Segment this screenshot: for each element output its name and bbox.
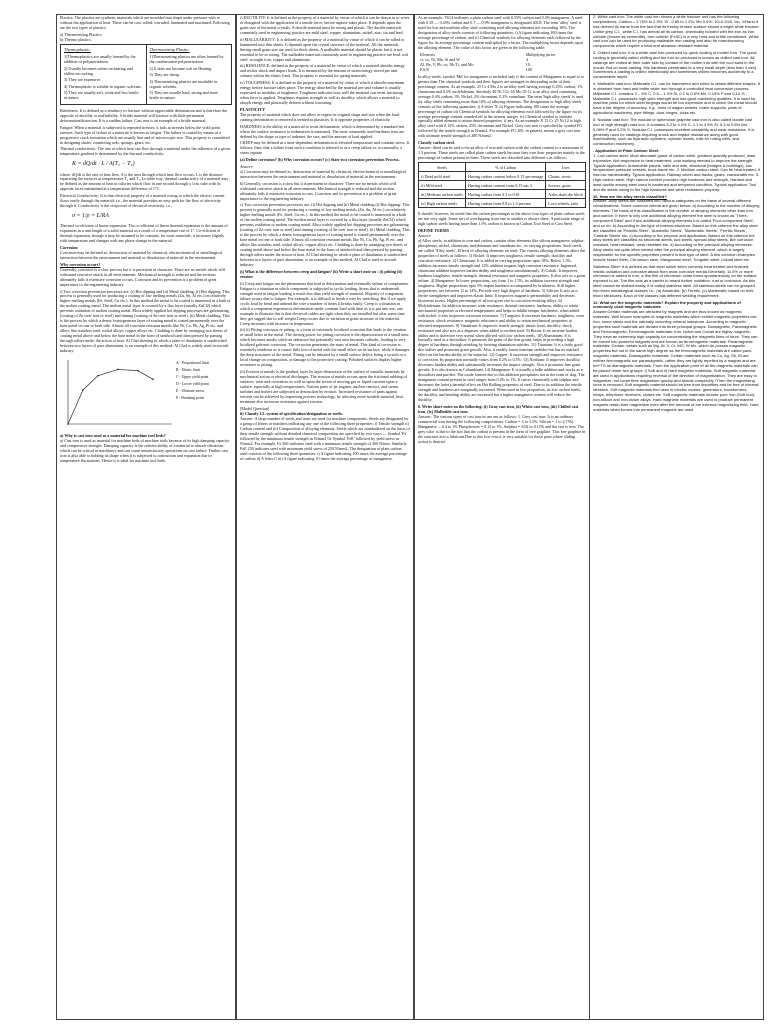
table-cell: Having carbon from 0.8 to 1.5 percent [465,199,545,208]
table-cell: cr, co, Ni, Mn, Si and W [420,56,461,62]
steel-spec-question: ii) Classify I.S. system of specification/designation or steels. [240,410,343,416]
table-cell: Having carbon from 0.3 to 0.81 [465,190,545,199]
table-header: Uses [546,163,586,172]
table-header: Steels [419,163,466,172]
plasticity-paragraph: The property of material which does not allow to regain its original shape and size when the load causing deformation is removed is termed as plasticity. It is opposite properties of elasticity. [240,111,399,122]
curve-point [117,369,119,371]
formula-explanation: where, dQ/dt is the rate of heat flow. A is the area through which heat flow occurs. L is the distance separating the surfaces at temperatures T₁ and T₂. In other way, thermal conductivity of a material may be defined as the amount of heat in calories which flow in one second through a 1cm cube with its opposite faces maintained at a temperature difference of 1°C. [60,171,229,192]
creep-fatigue-question: (i) What is the difference between creep and fatigue? (ii) Write a short note on : (i) pitting (ii) erosion [240,269,402,280]
model-question-label: [Model Question] [240,405,270,411]
column-4 [590,14,764,1020]
legend-entry: F - Breaking point [176,396,204,401]
table-cell: 4 [525,56,528,62]
thermosetting-point: 1)Thermosetting plastics are often formed by the condensation polymerization. [149,54,224,65]
alloy-steel-paragraph: a) Alloy steels, in addition to iron and carbon, contain other elements like silicon manganese, sulphur, phosphorus, nickel, chromium, molybdenum and vanadium etc., in varying proportions. Such steels are called 'Alloy steels'. Effects of alloying elements on steel: The various alloying elements affect the properties of steels as follows: 1) Nickel: It improves toughness, tensile strength, ductility and corrosion resistance. 2) Chromium: It is added in varying proportions upto 18%. Below 1.5%, addition increases tensile strength and 12% addition imparts high corrosion resistance. Ingeneral, chromium addition improves harden ability and toughness simultaneously. 3) Cobalt: It improves hardness toughness, tensile strength, thermal resistance and magnetic properties. It also acts as a grain refiner. 4) Manganese: In lower proportions, say from 1 to 1.5%, its addition increase strength and toughness. Higher proportions upto 5% impart hardness accompanied by brittleness. Still higher proportions, say between 11 to 14%, Provide very high degree of hardness. 5) Silicon: It acts as α ferrite strengthener and improves elastic limit. It improves magnetic permeability and decreases hysteresis losses. Higher percentage of silicon gives rise to corrosion resisting alloys. 6) Molybdenum: Its addition increases wear resistance, thermal resistance, hardness, ability to retain mechanical properties at elevated temperatures and helps to inhibit temper brittleness, when added with nickel, it also improves corrosion resistance. 7) Tungsten: It increases hardness, toughness, wear resistance, shock resistance, magnetic reluctance and ability to retain mechanical properties at elevated temperatures. 8) Vanadium: It improves tensile strength, elastic limit, ductility, shock resistance and also acts as a degasser when added to molten steel. 9) Boron: It an increase harden ability and is therefore very useful when alloyed with low carbon steels. 10) Aluminium: It is basically used as a deoxidiser. It promotes the grain of the fine grains, helps in providing a high degree of hardness through nitriding by forming aluminium nitrides. 11) Titanium: It is a fairly good deo xidiser and promotes grain growth. Also, it readily forms titanium carbides but has no marked effect on the harden ability of the material. 12) Copper: It increases strength and improves resistance to corrosion. Its proportion normally varies from 0.2% to 0.5%. 13) Niobium: It improves ductility, decreases harden ability and substantially increases the impact strength. Also it promotes fine grain growth. It is also known as Columbium. 14) Manganese: It is usually a ladle addition and works as a deoxidiser and purifier. The oxide formed due to this addition precipitates not in the form of slag. The manganese content present in steel ranges from 0.2% to 1%. It reacts chemically with sulphur and decreases the latter's harmful effect on Hot Rolling properties of steel. Due to its addition the tensile strength and hardness are marginally increased. When used in low proportion, its low carbon steels, the ductility and bending ability are increased but a higher manganese content will reduce the ductility. [418,237,586,403]
plasticity-heading: PLASTICITY [240,106,266,112]
conductivity-formula: σ = 1/ρ = L/RA [72,212,109,219]
ductility-paragraph: i) DUCTILITY: It is defined as the property of a material by virtue of which it can be drawn in to wires or elongated with the application of a tensile force, before rupture takes place. It depends upon the grain size of the metal crystals. A ductile material must be strong and plastic. The ductile materials commonly used in engineering practice are mild steel, copper, aluminium, nickel, zinc, tin and lead. [240,15,410,35]
answer-label: Answer: [240,163,254,169]
electrical-conductivity-paragraph: Electrical Conductivity: It is that electrical property of a material owing to which the electric current flows easily through the material. i.e., the material provides an easy path for the flow of electricity through it. Conductivity is the reciprocal of electrical resistivity, i.e., [60,193,225,209]
curve-point [67,423,69,425]
answer-label: Answer: [418,232,432,238]
hardness-paragraph: HARDNESS is the ability of a material to resist deformation, which is determined by a standard test where the surface resistance to indentation is measured. The most commonly used hardness tests are defined by the shape or type of indenter, the size, and the amount of load applied. [240,123,405,139]
plain-carbon-heading: . Application of Plain Carbon Steel: [593,147,660,153]
corrosion-question: (a) Define corrosion? (b) Why corrosion occurs? (c) State two corrosion prevention Process. [240,157,400,163]
malleability-paragraph: ii) MALLEABILITY: It is defined as the property of a material by virtue of which it can be rolled or hammered into thin sheets. It depends upon the crystal structure of the material. All the materials having small grain size are used for thick sheets. A malleable material should be plastic but it is not essential to be so strong. The malleable materials commonly used in engineering practice are lead, soft steel, wrought iron, copper and aluminium. [240,36,409,62]
classify-answer: Answer: Steel can be said to be an alloy of iron and carbon with the carbon content to a maximum of 1.5 percent. These steels are called plain carbon steels because they owe their properties mainly to the percentage of carbon present in them. These steels are classified into different s as follows: [418,145,585,161]
malleable-cast-iron-paragraph: 4. Malleable cast iron: Malleable C.I. can be hammered and rolled to obtain different shapes. It is obtained from hard and brittle white iron through a controlled heat conversion process. Malleable C.I. contains 2 – 3% C, 0.6 – 1.3% Si, 0.2 to 0.6% Mn, 0.15% P and 0.10 % Malleable C.I. possesses high yield strength and has good machining qualities. It is used for machine parts for which steel forgings would be too expensive and in which the metal should have a fair degree of accuracy, e.g., hubs of wagon wheels, brake supports, parts of agricultural machinery, pipe fittings, door hinges, locks etc. [593,80,760,116]
table-cell: Having carbon content from 0.15 nas 3 [465,181,545,190]
mult-header-factor: Multiplying factor [525,51,556,57]
table-cell: Loco wheels, rails [546,199,586,208]
plastics-comparison-box [60,44,232,105]
thermoplastic-point: 2) Usually becomes soften on heating and stiffen on cooling. [64,65,133,76]
table-cell: Having carbon content below 0.15 percentage [465,172,545,181]
table-cell: Axles,shaft,die block [546,190,586,199]
steel-designation-paragraph: As an example, 55C4 indicates a plain carbon steel with 0.55% carbon and 0.4% manganese. A steel with 0.35 — 0.45% carbon and 0.7 — 0.9% manganese is designated 40C8. The term 'alloy' steel is used for low and medium alloy steel containing total alloying elements not exceeding 10%. The designation of alloy steels consists of following quantities: i) A figure indicating 100 times the average percentage of carbon, and ii) Chemical symbols for alloying elements each followed by the figure for its average percentage content multiplied by a factor. The multiplying factor depends upon the alloying element. The value of this factor are given in the following table: [418,15,583,50]
steel-spec-answer: Answer: A large number of steels and irons are used for machine components. Steels are designated by a group of letters or numbers indicating any one of the following three properties: i) Tensile strength ii) Carbon content and iii) Composition of alloying elements. Steels which are standardized on the basis of their tensile strength without detailed chemical composition are specified by two ways — Symbol 'Fe' followed by the minimum tensile strength in N/mm2 Or Symbol 'FeE' followed by yield stress in N/mm2. For example, Fe 360 indicates steel with a minimum tensile strength of 360 N/mm. Similarly FeE 250 indicates steel with minimum yield stress of 250 N/mm2. The designation of plain carbon steel consists of the following three quantities: i) A figure indicating 100 times the average percentage of carbon ii) A letter C iii) A figure indicating 10 times the average percentage of manganese. [240,415,410,461]
corrosion-paragraph: Corrosion may be defined as, destruction of material by chemical, electrochemical or metallurgical interaction between the environment and material or dissolution of material in the environment. [60,250,223,260]
table-row [419,172,586,181]
plastics-type-a: a) Thermosetting Plastics [60,31,102,37]
curve-point [137,370,139,372]
resilience-paragraph: iii) RESILIENCE: defined as the property of a material by virtue of which a material absorbs energy and resists shock and impact loads. It is measured by the amount of strain energy stored per unit volume within the elastic limit. This property is essential for spring materials. [240,63,405,79]
legend-entry: D - Lower yield point [176,382,210,387]
thermoplastic-point: 4) Thermoplastic is soluble in organic solvents. [64,83,142,89]
thermosetting-point: 4) Thermosetting plastics are insoluble in organic solvents. [149,78,218,89]
pitting-paragraph: (ii) (i) Pitting corrosion or pitting, is a form of extremely localized corrosion that leads to the creation of small holes in the metal. The driving power for pitting corrosion is the depassivation of a small area, which becomes anodic while an unknown but potentially vast area becomes cathodic, leading to very localized galvanic corrosion. The corrosion penetrates the mass of metal. This kind of corrosion is extremely insidious as it causes little loss of metal with the small effect on its surface, while it damages the deep structures of the metal. Pitting can be initiated by a small surface defect, being a scratch or a local change on composition, or damage to the protective coating. Polished surfaces display higher resistance to pitting. [240,327,410,368]
table-row [419,190,586,199]
white-cast-iron-paragraph: 2. White cast iron: The white cast iron shows a white fracture and has the following compositions: Carbon – 1.75% to 2.3%; Si - 0.85 to 1.2%; Mn 0.4%; 10<0.20/0, ion, 1/Hand it has derived its name from the fact that its freshly broken surface shows a bright white fracture. Unlike grey C.I., white C.I. has almost all its carbon, chemically bonded with the iron as iron carbide (known as cementite). Iron carbide (Fe3C) is a very hard and brittle constituent. White cast iron can be used for producing malleable iron casting and also for manufacturing components which require a hard and abrasion resistant material. [593,14,760,49]
magnetic-answer: Answer:Certain materials are attracted by magnets and are thus known as magnetic materials. Well known examples of magnetic materials which exhibit magnetic properties are: iron, some steels and the naturally occurring mineral lodestone. According to magnetic properties such materials are divided into three principal groups: Diamagnetic, Paramagnetic and Ferromagnetic. Ferromagnetic materials: Iron, nickel and Cobalt are highly magnetic. They have an extremely high capacity for concentrating the magnetic lines of force. They can be turned into powerful magnets and are known as ferromagnetic materials. Paramagnetic materials: Certain metals such as Mg, Al, V, Cr, MO, W etc. which do posses magnetic properties but not in the same high degree as the ferromagnetic materials are called para-magnetic materials. Diamagnetic materials: Certain materials such as Cu, Ag, Sb, Bi are neither ferromagnetic nor paramagnetic, rather they are lightly repelled by a magnet and are hm^TS as diamagnetic materials. From the application point of all the magnetic materials can be placed under two groups: i) Soft and ii) Hard magnetic materials. Soft magnetic materials are used in applications requiring reversal of the direction of magnetization. They are easy to magnetize, but loose their magnetism quickly and almost completely *Then the magnetizing force is removed. Soft magnetic material should be free from impurities and be free of internal stresses. Soft magnetic materials find uses in electric motors, generators, transformers, relays, telephone receivers, radars etc. Soft magnetic materials include pure iron (Soft iron), iron-silicon and iron-nickel alloys. Hard magnetic materials are used to produce permanent magnets retain their magnetism even after the removal of the external magnetizing field. Hard materials when turned into permanent magnets are used [593,309,759,412]
legend-entry: A - Proportional limit [176,361,209,366]
thermosetting-point: 2) It does not become soft on Heating. [149,65,213,71]
table-cell: 10 [525,61,530,67]
plain-carbon-paragraph: 1. Low carbon steel: Most abundant grade of carbon steel, greatest quantity produced, least expensive. Not responsive to heat treatment; cold working needed to improve the strength. Typical application: Automobile panels, nails and wire, structural (bridges & buildings), low temperature pressure vessels, truck frame etc. 2. Medium carbon steel: Can be heat treated, it has low hardenability. Typical application: Railway wheel and tracks, gears, crankshafts etc. 3. High carbon steel: High carbon content provides high hardness and strength. Hardest and least ductile among steel used in hardened and tempered condition. Typical application: Tool and die steels owing to the high hardness and wear resistance property. [593,152,760,192]
table-row [419,199,586,208]
why-corrosion-heading: Why corrosion occurs? [60,261,101,267]
thermal-expansion-paragraph: Thermal co-efficient of linear expansion: The co-efficient of linear thermal expansion is the amount of expansion in a unit length of a solid material as a result of a temperature rise of 1°. Co-efficient of thermal expansion, though it may be assumed to be constant, for most materials, it increases slightly with temperature and changes with any phase change in the material. [60,223,228,244]
multiplying-factor-table [418,52,586,72]
cast-iron-notes-question: 6. Write short notes on the following: (i) Gray cast iron, (ii) White cast iron, (iii) Chilled cast iron, (iv) Malleable cast iron. [418,404,579,415]
table-cell: P,S,N [420,66,430,72]
corrosion-methods-paragraph: i) Two corrosion prevention processes are: (i) Hot dipping and (ii) Metal cladding. (i) Hot dipping: This process is generally used for producing a coating of low melting metals (Zn, Sn, Al etc.) on relatively higher melting metals (Fe, Steel, Cu etc.). In this method the metal to be coated is immersed in a bath of the molten coating metal. The molten metal layer is covered by a flux layer (usually ZnCl2) which prevents oxidation of molten coating metal. Most widely applied hot dipping processes are galvanizing (coating of Zn over iron or steel) and tinning (coating of Sn over iron or steel). (ii) Metal cladding: This is the process by which a dense, homogeneous layer of coating metal is coated permanently over the base metal on one or both side. Almost all corrosion resistant metals like Ni, Cu, Pb, Ag, Pt etc. and alloys like stainless steel, nickel alloys, copper alloys etc. Cladding is done by arranging two sheets of coating metal above and below the base metal in the form of sandwich and then pressed by passing through rollers under the action of heat. Al Clad sheeting in which a plate of duralumin is sandwiched between two layers of pure aluminium, is an example of this method. Al Clad is widely used in aircraft industry. [60,288,231,354]
thermoplastic-column [61,45,146,104]
chart-legend [176,361,210,400]
erosion-paragraph: (ii) Erosion of metals is the gradual, layer by layer destruction of the surface of metallic materials by mechanical action or electrical discharges. The erosion of metals occurs upon the frictional rubbing of surfaces, wear and cavitation, as well as upon the action of moving gas or liquid currents upon a surface, especially at high temperatures. Various parts of jet engines, nuclear reactors, and steam turbines and boilers are subjected to destruction by erosion. Increased resistance of parts against erosion can be achieved by improving process technology, by selecting more suitable material, heat treatment also increases resistance against erosion. [240,369,408,405]
corrosion-heading: Corrosion [60,245,78,251]
alloy-steel-designation: In alloy steels, symbol 'Mn' for manganese is included only if the content of Manganese is equal to or greater than The chemical symbols and their figures are arranged in descending order of their percentage content. As an example, 25 Cr 4 Mo 2 is an alloy steel having average 0.25% carbon, 1% chromium and 0.2% molybdenum. Similarly 40 Ni 3 Cr 65 Mo 55 Cr is an alloy steel containing average 0.4% carbon, 3% Nickel, 2% chromium, 0.2% vanadium. The term 'high alloy steels' is used for alloy steels containing more than 10% of alloying elements. The designation or high alloy steels consists of the following quantities: i) A letter 'X' ii) Figure indicating 100 times the average percentage of carbon iii) Chemical symbols for alloying elements each followed by the figure for its average percentage content rounded off to the nearest integer. iv) Chemical symbol to indicate specially added element to attain desired properties, if any. As an example X 15 Cr 25 Ni 12 is high alloy steel with 0.15% carbon, 25% chromium and Nickel. Grey cast iron is specified by symbol FG followed by the tensile strength in N/mm2. For example FG 200, in general, means a grey cast iron with ultimate tensile strength of 200 N/mm2. [418,73,585,139]
column-1 [56,14,236,1020]
carbon-steel-table [418,162,586,208]
table-note: It should, however, be noted that the carbon percentages in the above four types of plain carbon steels are not very rigid. Some sort of overlapping from one to another is always there. A particular range of high carbon steels having more than 1.0% carbon is known as Carbon Tool Steel or Cast Steel. [418,211,585,227]
thermoplastic-title: Thermoplastic: [64,46,91,52]
chilled-cast-iron-paragraph: 3. Chilled cast iron: It is a white cast iron produced by quick cooling of molten iron. The quick cooling is generally called chilling and the iron so produced is known as chilled cast iron. All castings are chilled at their outer skin by contact of the molten iron with the cool sand in the mould. But on most casting, this hardness penetrates to a very small depth (less than 4 mm). Sometimes a casting is chilled intentionally and sometimes chilled becomes accidently to a considerable depth. [593,49,758,80]
plastics-intro: Plastics: The plastics are synthetic materials which are moulded into shape under pressure with or without the application of heat. These can be cast, rolled, extruded, laminated and machined. Following are the two types of plastics: [60,15,230,30]
table-cell: iii) Medium carbon steels [419,190,466,199]
table-header-row [419,163,586,172]
legend-entry: C - Upper yield point [176,375,209,380]
why-corrosion-paragraph: Generally, corrosion is a slow process but it is persistent in character. There are no metals which will withstand corrosive attack in all environments. Mechanical strength is reduced and the sections ultimately fails if extensive corrosion occurs. Corrosion and its prevention is a problem of great importance to the engineering industry. [60,266,225,287]
table-row [418,67,586,72]
thermosetting-point: 3) They are cheap. [149,72,180,78]
corrosion-answer-b: b) Generally, corrosion is a slow but it is persistent in character. There are no metals which will withstand corrosive attack in all environments. Mechanical strength is reduced and the section ultimately fails if extensive corrosion occurs. Corrosion and its prevention is a problem of great importance to the engineering industry. [240,180,397,201]
thermosetting-column [146,45,232,104]
legend-entry: B - Elastic limit [176,368,201,373]
table-cell: Al, Be, V, Pb, cu, Nb,Ti, and Mo [420,61,474,67]
toughness-paragraph: iv) TOUGHNESS: It is defined as the property of a material by virtue of which it absorbs maximum energy before fracture takes place. The energy absorbed by the material per unit volume is usually expressed as modulus of toughness. Toughness indicates how well the material can resist fracturing when force is applied. Toughness requires strength as well as ductility, which allows a material to absorb energy and plastically deform without fracturing. [240,80,405,106]
nodular-cast-iron-paragraph: 5. Nodular cast iron: The nodular or spheroidal graphite cast iron is also called ductile cast iron or high strength cast iron. It contains 3.2 to 4.2% C, 1.1 to 3.5% Si, 0.3 to 0.8% Mn, 0.08% P and 0.2% S. Nodular C.I. possesses excellent castability and wear resistance. It is generally used for castings requiring shock and impact resistance along with good machinability, such as hydraulic cylinders, cylinder heads, rolls for rolling mills, and construction machinery. [593,116,755,147]
table-row [419,181,586,190]
alloy-class-question: 10. How are the alloy steels classified? [593,193,667,199]
column-2 [236,14,414,1020]
column-3 [414,14,590,1020]
table-cell: i) Dead mild steel [419,172,466,181]
thermal-conductivity-formula: K = dQ/dt · L / A(T₂ − T₁) [72,161,135,168]
thermoplastic-point: 3) They are expensive. [64,77,102,83]
fatigue-paragraph: Fatigue: When a material is subjected to repeated stresses, it fails at stresses below the yield point stresses. Such type of failure of a material is known as fatigue. The failure is caused by means of a progressive crack formation which are usually fine and of microscopic size. This property is considered in designing shafts, connecting rods, springs, gears, etc. [60,124,230,145]
table-cell: iv) High carbon steels [419,199,466,208]
table-header: % of Carbon [465,163,545,172]
table-cell: 100 [525,66,532,72]
table-cell: ii) Mild steel [419,181,466,190]
chart-plot [67,369,154,425]
magnetic-question: 12. What are the magnetic materials? Explain the property and applications of commonly used magnetic materials [593,299,741,310]
define-terms-heading: DEFINE TERMS [418,227,449,233]
cast-iron-question: a) Why is cast iron used as a material for machine tool beds? [60,433,166,439]
stress-strain-curve [68,370,153,425]
thermosetting-title: Thermosetting Plastic: [149,46,190,52]
thermoplastic-point: 1)Thermoplastics are usually formed by the addition of polymerization. [64,54,136,65]
brittleness-paragraph: Brittleness: It is defined as a tendency to fracture without appreciable deformation and is therefore the opposite of ductility or malleability. A brittle material will fracture with little permanent deformation/distortion. It is a sudden failure. Cast iron is an example of a brittle material. [60,107,228,123]
legend-entry: E - Ultimate stress [176,389,205,394]
corrosion-answer-a: a) Corrosion may be denned as, destruction of material by chemical, electrochemical or metallurgical interaction between the environment and material or dissolution of material in the environment. [240,168,406,179]
curve-point [152,379,154,381]
stress-strain-chart [60,356,230,430]
corrosion-answer-c: c) Two corrosion prevention processes are: (i) Hot dipping and (ii) Metal cladding (i) Hot dipping: This process is generally used for producing a coating of low melting metals (Zn, Sn, Al etc.) on relatively higher melting metals (Fe, Steel, Cu etc.). In this method the metal to be coated is immersed in a bath of the molten coating metal. The molten metal layer is covered by a flux layer (usually ZnCl2) which prevents oxidation of molten coating metal. Most widely applied hot dipping processes are galvanizing (coating of Zn over iron or steel) and tinning (coating of Sn over iron or steel). (ii) Metal cladding: This is the process by which a dense, homogeneous layer of coating metal is coated permanently over the base metal on one or both side. Almost all corrosion resistant metals like Ni, Cu, Pb, Ag, Pt etc. and alloys like stainless steel, nickel alloys, copper alloys etc. Cladding is done by arranging two sheets of coating metal above and below the base metal in the form of sandwich and then pressed by passing through rollers under the action of heat. Al Clad sheeting in which a plate of duralumin is sandwiched between two layers of pure aluminium, is an example of this method. Al Clad is used in aircraft industry. [240,202,410,268]
alloy-class-answer: Answer: Alloy steels are classified into various categories on the basis of several different considerations. Some common criteria are given below: a) According to the number of alloying elements: The basis of this classification is the number of alloying elements other than iron and carbon. If there is only one additional alloying element the steel is known as 'Three-component Steel' and if two additional alloying elements it is called 'Four-component Steel', and so on. b) According to the type of internal structure: Based on this criterion the alloy steel are classified as 'Pearlitic Steel', 'Austenitic Steels', 'Martensitic Steels', 'Ferritic Steels', 'Carbide Steels' etc. c) According to the purpose and application: Based on this criterion the alloy steels are classified as structural steels, tool steels, special alloy steels, like corrosion resistant, heat resistant, wear resistant etc. d) According to the principal alloying elements: Alloy steels are quite often named after the principal alloying element, which is largely responsible for the specific properties present in that type of steel. A few common examples include Nickel Steel, Chromium steel, Manganese steel, Tungsten steel, Cobalt steel etc. [593,198,760,262]
thermal-conductivity-paragraph: Thermal conductivity: The rate at which heat can flow through a material under the influence of a given temperature gradient is determined by the thermal conductivity: [60,146,231,157]
curve-point [97,375,99,377]
mult-header-element: Elements [420,51,436,57]
cast-iron-answer: a) Cast iron is used as material for machine beds of machine tools because of its high damping capacity and compressive strength. Damping capacity is the relative ability of a material to absorb vibrations which can be critical in machinery and can cause unsatisfactory operations on cast failure. Further cast iron is also able to holding its shape when it is subjected to contraction and expansion due to temperature fluctuations. Hence it is ideal for machine tool beds. [60,438,230,464]
gray-cast-iron-paragraph: Answer: The various types of cast iron in use are as follows: 1. Grey cast iron: It is an ordinary commercial iron having the following compositions: Carbon = 3 to 3.5%, Silicon = 1 to 2.75%, Manganese —0.4 to 1% Phosphorous = 0.15 to 1%, Sulphur = 0.02 to 0.15% and the rest is iron. The grey color is due to the fact that the carbon is present in the form of free graphite. This free graphite in the structure acts a lubricant Due to this low-cost it is very suitable for those parts where sliding action is desired. [418,414,586,444]
thermoplastic-point: 5) They are usually soft, weak and less brittle in nature. [64,90,139,101]
table-cell: Screws, gears [546,181,586,190]
plastics-type-b: b) Thermo plastics. [60,36,92,42]
curve-point [82,389,84,391]
creep-paragraph: CREEP may be defined as a time-dependent deformation at elevated temperature and constant stress. It follows, then, that a failure from such a condition is referred to as a creep failure or, occasionally, a stress rupture. [240,140,410,156]
creep-fatigue-answer: (i) Creep and fatigue are the phenomena that lead to deformation and eventually failure of components. Fatigue is a situation in which component is subjected to cyclic loading. Stress that is underneath strength used in fatigue loading is much less than yield strength of material. Majority of component failure occurs due to fatigue. For example, it is difficult to break a wire by stretching. But if we apply cyclic load by bend and unbend the wire a number of times it breaks easily. Creep is a situation in which a component experiences deformation under constant load with time as it is put into use, one example to illustrate this is that electrical cables are tight when they are installed but after some time they get sagged due to self weight.Creep occurs due to variation in grain structure of the material. Creep increases with increase in temperature. [240,280,410,326]
classify-question: Classify carbon steel. [418,140,455,146]
stainless-steel-paragraph: Stainless Steel: It is defined as that steel which when correctly heat treated and finished, resists oxidation and corrosive attack from most corrosive media.Generally, 11.5% or more chromium is added to iron, a fine film of chromium oxide forms spontaneously on the surface exposed to air. The film acts as a barrier to retard further oxidation, rust or corrosion. As this steel cannot be stained easily, it is called stainless steel. All stainless steels can be grouped into three metallurgical classes i.e., (a) Austenitic, (b) Ferritic, (c) Martensitic based on their micro structures. Each of the classes has different welding requirement. [593,263,757,298]
table-cell: Chains, rivets [546,172,586,181]
thermosetting-point: 5) They are usually hard, strong and more brittle in nature. [149,90,219,101]
